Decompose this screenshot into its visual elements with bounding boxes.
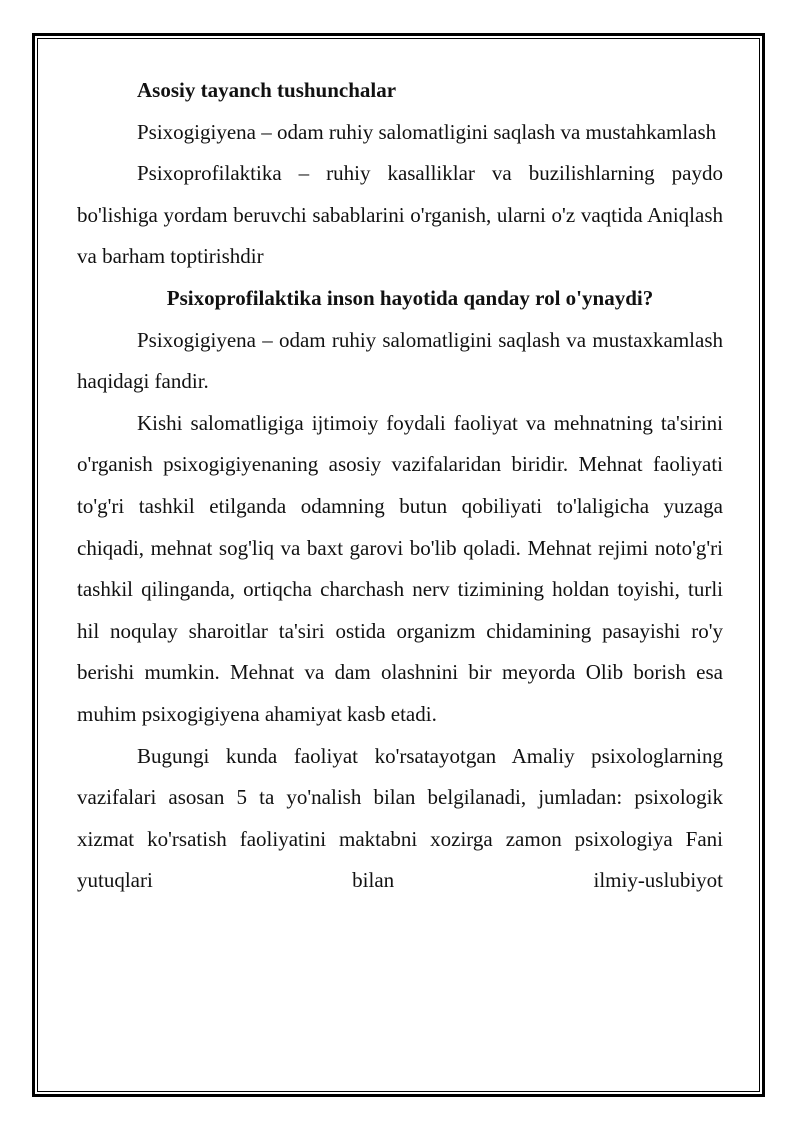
body-paragraph: Bugungi kunda faoliyat ko'rsatayotgan Amaliy psixologlarning vazifalari asosan 5 ta yo'nalish bilan belgilanadi, jumladan: psixologik xizmat ko'rsatish faoliyatini maktabni xozirga zamon psixologiya Fani yutuqlari bilan ilmiy-uslubiyot <box>77 743 723 893</box>
definition-paragraph: Psixoprofilaktika – ruhiy kasalliklar va buzilishlarning paydo bo'lishiga yordam beruvchi sabablarini o'rganish, ularni o'z vaqtida Aniqlash va barham toptirishdir <box>77 161 723 269</box>
body-paragraph: Kishi salomatligiga ijtimoiy foydali faoliyat va mehnatning ta'sirini o'rganish psixogigiyenaning asosiy vazifalaridan biridir. Mehnat faoliyati to'g'ri tashkil etilganda odamning butun qobiliyati to'laligicha yuzaga chiqadi, mehnat sog'liq va baxt garovi bo'lib qoladi. Mehnat rejimi noto'g'ri tashkil qilinganda, ortiqcha charchash nerv tizimining holdan toyishi, turli hil noqulay sharoitlar ta'siri ostida organizm chidamining pasayishi ro'y berishi mumkin. Mehnat va dam olashnini bir meyorda Olib borish esa muhim psixogigiyena ahamiyat kasb etadi. <box>77 410 723 726</box>
document-body <box>77 70 723 902</box>
definition-paragraph: Psixogigiyena – odam ruhiy salomatligini saqlash va mustahkamlash <box>137 119 717 144</box>
section-heading: Asosiy tayanch tushunchalar <box>137 78 397 102</box>
section-title: Psixoprofilaktika inson hayotida qanday rol o'ynaydi? <box>166 285 654 310</box>
body-paragraph: Psixogigiyena – odam ruhiy salomatligini saqlash va mustaxkamlash haqidagi fandir. <box>77 327 723 394</box>
